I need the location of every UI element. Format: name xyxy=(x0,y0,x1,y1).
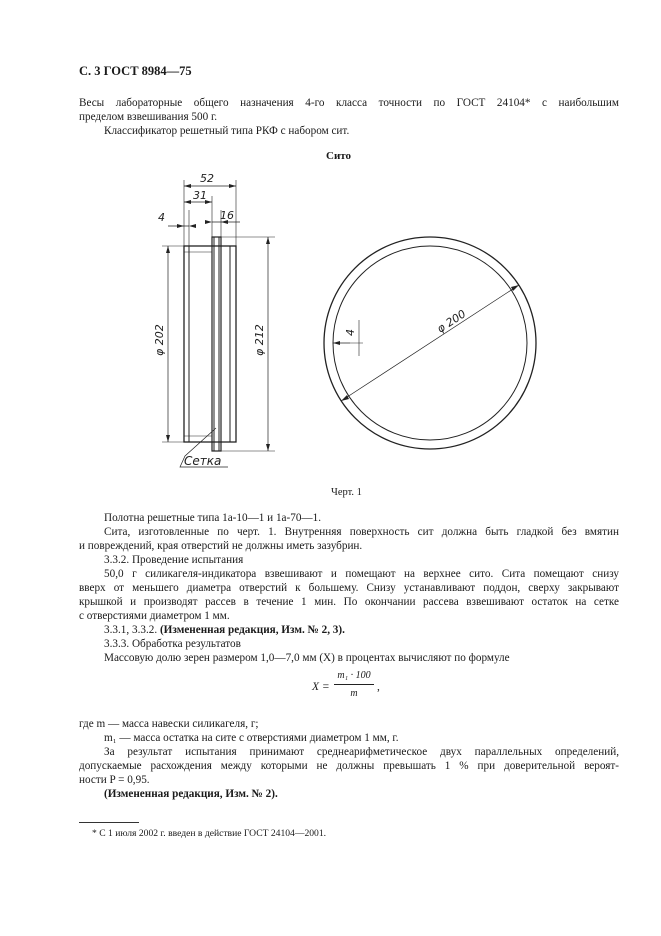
dim-4-top: 4 xyxy=(158,211,165,224)
text-p4: Массовую долю зерен размером 1,0—7,0 мм (X) в процентах вычисляют по формуле xyxy=(104,652,510,664)
footnote: * С 1 июля 2002 г. введен в действие ГОСТ 24104—2001. xyxy=(92,828,327,839)
formula-lhs: X = xyxy=(312,681,330,693)
section-331-note xyxy=(104,623,345,638)
text-p3c: крышкой и производят рассев в течение 1 мин. По окончании рассева взвешивают остаток на сетке xyxy=(79,596,619,608)
section-331-prefix: 3.3.1, 3.3.2. xyxy=(104,624,160,636)
text-p3b: вверх от меньшего диаметра отверстий к большему. Снизу устанавливают поддон, сверху закрывают xyxy=(79,582,619,594)
formula-tail: , xyxy=(377,681,380,693)
section-333: 3.3.3. Обработка результатов xyxy=(104,638,241,650)
text-where-2: m₁ — масса остатка на сите с отверстиями диаметром 1 мм, г. xyxy=(104,732,399,744)
text-where-1: где m — масса навески силикагеля, г; xyxy=(79,718,259,730)
text-p5a: За результат испытания принимают среднеарифметическое двух параллельных определений, xyxy=(104,746,619,758)
text-p5c: ности P = 0,95. xyxy=(79,774,150,786)
formula-numerator: m₁ · 100 xyxy=(337,670,371,681)
intro-line-3: Классификатор решетный типа РКФ с набором сит. xyxy=(104,125,350,137)
intro-line-2: пределом взвешивания 500 г. xyxy=(79,111,218,123)
figure-label: Черт. 1 xyxy=(331,487,362,498)
dim-4-circle: 4 xyxy=(344,329,357,336)
dim-phi202: φ 202 xyxy=(153,324,166,356)
sieve-top-view xyxy=(324,237,536,449)
section-331-amended: (Измененная редакция, Изм. № 2, 3). xyxy=(159,624,345,636)
dim-phi200: φ 200 xyxy=(434,307,469,336)
intro-line-1: Весы лабораторные общего назначения 4-го класса точности по ГОСТ 24104* с наибольшим xyxy=(79,97,619,109)
section-332: 3.3.2. Проведение испытания xyxy=(104,554,244,566)
amendment-final: (Измененная редакция, Изм. № 2). xyxy=(104,788,278,800)
text-p1: Полотна решетные типа 1а-10—1 и 1а-70—1. xyxy=(104,512,321,524)
sieve-side-view xyxy=(184,237,236,451)
text-p2a: Сита, изготовленные по черт. 1. Внутренняя поверхность сит должна быть гладкой без вмятин xyxy=(104,526,619,538)
dim-16: 16 xyxy=(220,209,234,222)
text-p3d: с отверстиями диаметром 1 мм. xyxy=(79,610,230,622)
figure-caption: Сито xyxy=(326,150,352,162)
mesh-label: Сетка xyxy=(184,454,222,468)
dim-phi212: φ 212 xyxy=(253,324,266,356)
text-p5b: допускаемые расхождения между которыми не должны превышать 1 % при доверительной вероят- xyxy=(79,760,619,772)
formula-denominator: m xyxy=(350,688,358,699)
formula-fraction-bar xyxy=(334,684,374,685)
page-header: С. 3 ГОСТ 8984—75 xyxy=(79,64,192,78)
text-p3a: 50,0 г силикагеля-индикатора взвешивают и помещают на верхнее сито. Сита помещают снизу xyxy=(104,568,619,580)
dim-52: 52 xyxy=(200,172,214,185)
footnote-rule xyxy=(79,822,139,823)
text-p2b: и повреждений, края отверстий не должны иметь зазубрин. xyxy=(79,540,363,552)
dim-31: 31 xyxy=(193,189,207,202)
